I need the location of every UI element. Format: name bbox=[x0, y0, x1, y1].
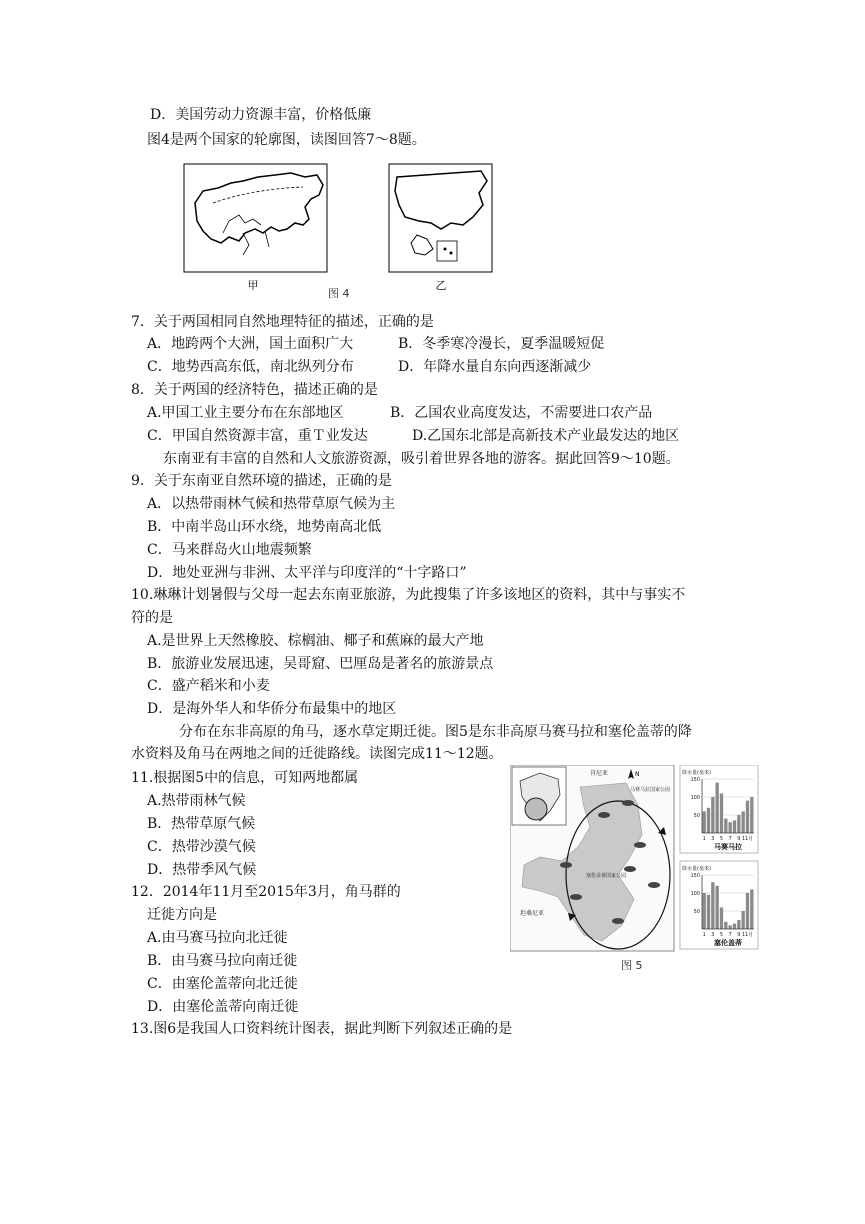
chart-bar-1 bbox=[703, 893, 706, 929]
fig5-inset-locator bbox=[525, 798, 547, 820]
chart-xtick-label: 1 bbox=[702, 932, 706, 938]
option-d-q10: D．是海外华人和华侨分布最集中的地区 bbox=[147, 701, 397, 717]
question-12: 12．2014年11月至2015年3月，角马群的 bbox=[131, 884, 401, 900]
fig5-label-mara-park: 马赛马拉国家公园 bbox=[630, 787, 671, 793]
chart-ylabel: 降水量(毫米) bbox=[682, 770, 711, 776]
option-b-q11: B．热带草原气候 bbox=[147, 816, 256, 832]
chart-bar-1 bbox=[703, 811, 706, 833]
chart-bar-4 bbox=[716, 783, 719, 833]
question-9: 9．关于东南亚自然环境的描述，正确的是 bbox=[131, 473, 392, 489]
chart-xtick-label: 11月 bbox=[741, 932, 754, 938]
chart-xtick-label: 5 bbox=[719, 836, 724, 842]
chart-xtick-label: 7 bbox=[728, 932, 732, 938]
option-d-q12: D．由塞伦盖蒂向南迁徙 bbox=[147, 999, 299, 1015]
chart-ytick-label: 50 bbox=[693, 909, 700, 915]
chart-bar-2 bbox=[707, 895, 710, 929]
chart-xtick-label: 5 bbox=[719, 932, 724, 938]
fig5-label-serengeti-park: 塞伦盖蒂国家公园 bbox=[586, 873, 627, 879]
chart-xtick-label: 3 bbox=[711, 836, 715, 842]
wildebeest-intro-cont: 水资料及角马在两地之间的迁徙路线。读图完成11～12题。 bbox=[131, 746, 503, 762]
question-11: 11.根据图5中的信息，可知两地都属 bbox=[131, 770, 359, 786]
question-10-cont: 符的是 bbox=[131, 610, 173, 626]
chart-bar-11 bbox=[746, 893, 749, 929]
figure-4-maps bbox=[183, 163, 493, 303]
chart-bar-8 bbox=[733, 924, 736, 929]
chart-ytick-label: 150 bbox=[690, 873, 700, 879]
chart-bar-2 bbox=[707, 808, 710, 833]
option-c-q12: C．由塞伦盖蒂向北迁徙 bbox=[147, 976, 298, 992]
chart-bar-6 bbox=[724, 922, 727, 929]
option-a-q8: A.甲国工业主要分布在东部地区 bbox=[147, 405, 344, 421]
chart-bar-10 bbox=[742, 811, 745, 833]
option-c-q10: C．盛产稻米和小麦 bbox=[147, 678, 270, 694]
chart-bar-5 bbox=[720, 907, 723, 929]
option-a-q7: A．地跨两个大洲，国土面积广大 bbox=[147, 336, 354, 352]
map-a-label: 甲 bbox=[247, 279, 259, 292]
chart-bar-4 bbox=[716, 886, 719, 929]
chart-xtick-label: 7 bbox=[728, 836, 732, 842]
option-d-q11: D．热带季风气候 bbox=[147, 862, 257, 878]
question-8: 8．关于两国的经济特色，描述正确的是 bbox=[131, 382, 378, 398]
chart-ylabel: 降水量(毫米) bbox=[682, 866, 711, 872]
figure-4 bbox=[183, 163, 493, 303]
chart-title: 马赛马拉 bbox=[714, 843, 742, 851]
fig5-north-label: N bbox=[635, 771, 640, 778]
option-b-q10: B．旅游业发展迅速，吴哥窟、巴厘岛是著名的旅游景点 bbox=[147, 656, 494, 672]
chart-bar-6 bbox=[724, 819, 727, 833]
option-d-q6: D．美国劳动力资源丰富，价格低廉 bbox=[150, 107, 372, 123]
chart-ytick-label: 150 bbox=[690, 777, 700, 783]
chart-ytick-label: 100 bbox=[690, 891, 700, 897]
chart-bar-8 bbox=[733, 820, 736, 833]
option-a-q9: A．以热带雨林气候和热带草原气候为主 bbox=[147, 496, 396, 512]
fig5-label-kenya: 肯尼亚 bbox=[590, 770, 609, 777]
option-c-q9: C．马来群岛火山地震频繁 bbox=[147, 542, 312, 558]
question-10: 10.琳琳计划暑假与父母一起去东南亚旅游，为此搜集了许多该地区的资料，其中与事实不 bbox=[131, 587, 686, 603]
question-7: 7．关于两国相同自然地理特征的描述，正确的是 bbox=[131, 314, 434, 330]
option-c-q7: C．地势西高东低，南北纵列分布 bbox=[147, 359, 354, 375]
chart-bar-7 bbox=[729, 822, 732, 833]
chart-title: 塞伦盖蒂 bbox=[714, 939, 742, 947]
figure-5-map bbox=[510, 765, 760, 955]
chart-bar-10 bbox=[742, 911, 745, 929]
chart-serengeti bbox=[680, 861, 758, 949]
option-c-q11: C．热带沙漠气候 bbox=[147, 839, 256, 855]
option-b-q12: B．由马赛马拉向南迁徙 bbox=[147, 953, 298, 969]
chart-bar-7 bbox=[729, 925, 732, 929]
option-d-q9: D．地处亚洲与非洲、太平洋与印度洋的“十字路口” bbox=[147, 565, 467, 581]
chart-bar-12 bbox=[750, 797, 753, 833]
chart-xtick-label: 3 bbox=[711, 932, 715, 938]
wildebeest-intro: 分布在东非高原的角马，逐水草定期迁徙。图5是东非高原马赛马拉和塞伦盖蒂的降 bbox=[179, 724, 692, 740]
chart-bar-5 bbox=[720, 793, 723, 833]
fig4-intro: 图4是两个国家的轮廓图，读图回答7～8题。 bbox=[147, 132, 426, 148]
chart-xtick-label: 11月 bbox=[741, 836, 754, 842]
figure-5-caption: 图 5 bbox=[621, 959, 643, 972]
option-a-q11: A.热带雨林气候 bbox=[147, 793, 246, 809]
map-b-label: 乙 bbox=[435, 279, 447, 292]
option-d-q8: D.乙国东北部是高新技术产业最发达的地区 bbox=[412, 428, 680, 444]
option-b-q9: B．中南半岛山环水绕，地势南高北低 bbox=[147, 519, 382, 535]
chart-bar-12 bbox=[750, 889, 753, 929]
sea-intro: 东南亚有丰富的自然和人文旅游资源，吸引着世界各地的游客。据此回答9～10题。 bbox=[163, 451, 680, 467]
option-c-q8: C．甲国自然资源丰富，重Ｔ业发达 bbox=[147, 428, 368, 444]
question-13: 13.图6是我国人口资料统计图表，据此判断下列叙述正确的是 bbox=[131, 1021, 513, 1037]
option-a-q12: A.由马赛马拉向北迁徙 bbox=[147, 930, 288, 946]
chart-masai-mara bbox=[680, 765, 758, 853]
chart-bar-11 bbox=[746, 801, 749, 833]
chart-bar-9 bbox=[737, 815, 740, 833]
chart-bar-3 bbox=[711, 797, 714, 833]
chart-xtick-label: 1 bbox=[702, 836, 706, 842]
chart-xtick-label: 9 bbox=[737, 836, 741, 842]
chart-bar-9 bbox=[737, 920, 740, 929]
chart-xtick-label: 9 bbox=[737, 932, 741, 938]
fig5-label-tanzania: 坦桑尼亚 bbox=[520, 910, 545, 917]
option-a-q10: A.是世界上天然橡胶、棕榈油、椰子和蕉麻的最大产地 bbox=[147, 633, 484, 649]
question-12-cont: 迁徙方向是 bbox=[147, 907, 217, 923]
option-d-q7: D．年降水量自东向西逐渐减少 bbox=[398, 359, 592, 375]
chart-ytick-label: 50 bbox=[693, 813, 700, 819]
figure-5 bbox=[510, 765, 760, 955]
chart-ytick-label: 100 bbox=[690, 795, 700, 801]
chart-bar-3 bbox=[711, 882, 714, 929]
option-b-q7: B．冬季寒冷漫长，夏季温暖短促 bbox=[398, 336, 605, 352]
figure-4-caption: 图 4 bbox=[328, 287, 350, 300]
option-b-q8: B．乙国农业高度发达，不需要进口农产品 bbox=[390, 405, 653, 421]
